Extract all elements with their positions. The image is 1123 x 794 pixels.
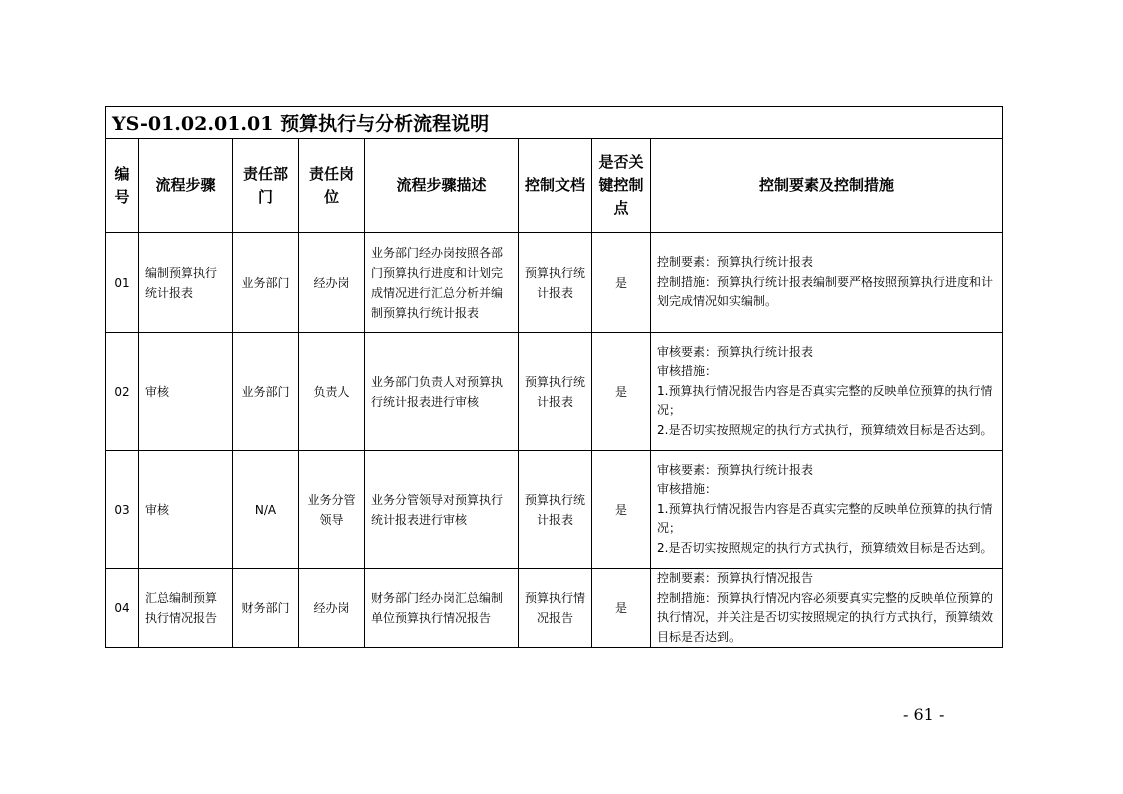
header-doc: 控制文档 [519, 139, 592, 233]
row-dept: N/A [233, 451, 299, 569]
row-desc: 业务分管领导对预算执行统计报表进行审核 [365, 451, 519, 569]
row-num: 04 [106, 569, 139, 648]
control-line: 2.是否切实按照规定的执行方式执行，预算绩效目标是否达到。 [657, 540, 993, 555]
row-control [651, 569, 1003, 648]
header-row [106, 139, 1003, 233]
row-step: 审核 [139, 451, 233, 569]
control-line: 控制要素：预算执行统计报表 [657, 255, 814, 270]
row-post: 负责人 [299, 333, 365, 451]
row-key: 是 [592, 451, 651, 569]
row-num: 03 [106, 451, 139, 569]
header-control: 控制要素及控制措施 [651, 139, 1003, 233]
row-dept: 业务部门 [233, 233, 299, 333]
control-line: 控制措施：预算执行情况内容必须要真实完整的反映单位预算的执行情况，并关注是否切实按照规定的执行方式执行，预算绩效目标是否达到。 [657, 590, 994, 644]
control-line: 2.是否切实按照规定的执行方式执行，预算绩效目标是否达到。 [657, 422, 993, 437]
row-control [651, 451, 1003, 569]
row-post: 经办岗 [299, 569, 365, 648]
control-line: 控制措施：预算执行统计报表编制要严格按照预算执行进度和计划完成情况如实编制。 [657, 274, 994, 309]
row-doc: 预算执行统计报表 [519, 233, 592, 333]
control-line: 审核措施： [657, 364, 718, 379]
row-num: 02 [106, 333, 139, 451]
header-post: 责任岗位 [299, 139, 365, 233]
control-line: 1.预算执行情况报告内容是否真实完整的反映单位预算的执行情况； [657, 383, 993, 418]
row-step: 汇总编制预算执行情况报告 [139, 569, 233, 648]
row-post: 经办岗 [299, 233, 365, 333]
header-desc: 流程步骤描述 [365, 139, 519, 233]
control-line: 审核要素：预算执行统计报表 [657, 462, 814, 477]
table-row [106, 233, 1003, 333]
row-doc: 预算执行统计报表 [519, 333, 592, 451]
row-desc: 业务部门经办岗按照各部门预算执行进度和计划完成情况进行汇总分析并编制预算执行统计报表 [365, 233, 519, 333]
row-step: 审核 [139, 333, 233, 451]
row-dept: 业务部门 [233, 333, 299, 451]
control-line: 控制要素：预算执行情况报告 [657, 571, 814, 585]
row-num: 01 [106, 233, 139, 333]
table-row [106, 569, 1003, 648]
header-dept: 责任部门 [233, 139, 299, 233]
page-number: - 61 - [903, 705, 945, 724]
table-row [106, 451, 1003, 569]
row-doc: 预算执行统计报表 [519, 451, 592, 569]
row-key: 是 [592, 233, 651, 333]
header-step: 流程步骤 [139, 139, 233, 233]
control-line: 审核措施： [657, 482, 718, 497]
row-key: 是 [592, 569, 651, 648]
row-doc: 预算执行情况报告 [519, 569, 592, 648]
row-dept: 财务部门 [233, 569, 299, 648]
control-line: 1.预算执行情况报告内容是否真实完整的反映单位预算的执行情况； [657, 501, 993, 536]
row-key: 是 [592, 333, 651, 451]
table-title: YS-01.02.01.01 预算执行与分析流程说明 [106, 107, 1003, 139]
row-control [651, 333, 1003, 451]
row-post: 业务分管领导 [299, 451, 365, 569]
header-key: 是否关键控制点 [592, 139, 651, 233]
row-control [651, 233, 1003, 333]
control-line: 审核要素：预算执行统计报表 [657, 344, 814, 359]
row-step: 编制预算执行统计报表 [139, 233, 233, 333]
table-row [106, 333, 1003, 451]
header-num: 编号 [106, 139, 139, 233]
process-table [105, 106, 1003, 648]
row-desc: 财务部门经办岗汇总编制单位预算执行情况报告 [365, 569, 519, 648]
row-desc: 业务部门负责人对预算执行统计报表进行审核 [365, 333, 519, 451]
